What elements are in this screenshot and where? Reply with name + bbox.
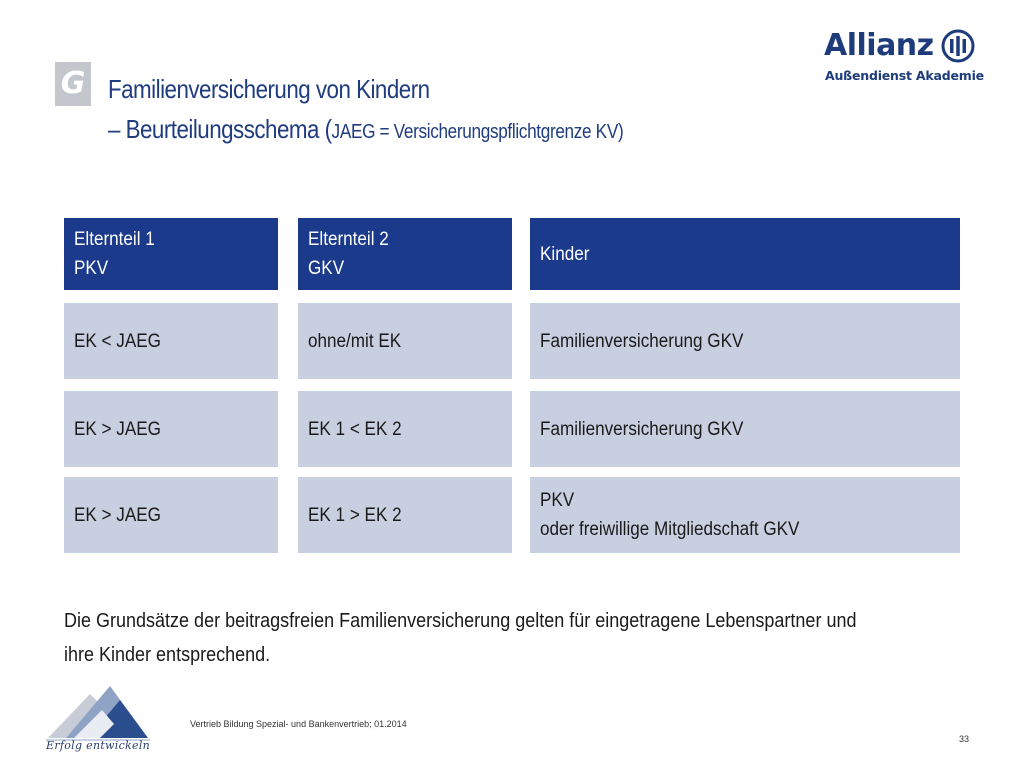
row3-elternteil-1	[64, 477, 278, 553]
page-title-line2-main: – Beurteilungsschema (	[108, 114, 332, 144]
header-elternteil-2	[298, 218, 512, 290]
row2-elternteil-2	[298, 391, 512, 467]
row1-c2-text: ohne/mit EK	[308, 330, 402, 352]
row2-kinder	[530, 391, 960, 467]
header-kinder-label: Kinder	[540, 243, 590, 265]
section-letter-badge: G	[55, 62, 91, 106]
header-kinder	[530, 218, 960, 290]
page-title-line2-paren: JAEG = Versicherungspflichtgrenze KV)	[331, 121, 624, 143]
logo-subtitle: Außendienst Akademie	[825, 68, 984, 83]
row3-elternteil-2	[298, 477, 512, 553]
row2-c1-text: EK > JAEG	[74, 418, 161, 440]
header-elternteil-2-line2: GKV	[308, 258, 345, 279]
page-title-line2	[108, 114, 623, 145]
note-line2: ihre Kinder entsprechend.	[64, 644, 271, 666]
header-elternteil-1	[64, 218, 278, 290]
note-paragraph	[64, 604, 928, 672]
allianz-eagle-icon	[941, 29, 975, 63]
row2-elternteil-1	[64, 391, 278, 467]
row1-kinder	[530, 303, 960, 379]
page-title-line1: Familienversicherung von Kindern	[108, 74, 430, 104]
row1-c3-text: Familienversicherung GKV	[540, 330, 744, 352]
row1-elternteil-1	[64, 303, 278, 379]
row3-c2-text: EK 1 > EK 2	[308, 504, 402, 526]
header-elternteil-1-line1: Elternteil 1	[74, 229, 155, 250]
allianz-logo	[824, 26, 984, 90]
page-number: 33	[959, 734, 970, 744]
row1-elternteil-2	[298, 303, 512, 379]
footer-slogan: Erfolg entwickeln	[46, 739, 151, 752]
logo-brand-text: Allianz	[824, 28, 934, 63]
header-elternteil-1-line2: PKV	[74, 258, 109, 279]
footer-text: Vertrieb Bildung Spezial- und Bankenvertrieb; 01.2014	[190, 719, 407, 729]
row2-c3-text: Familienversicherung GKV	[540, 418, 744, 440]
row3-kinder	[530, 477, 960, 553]
header-elternteil-2-line1: Elternteil 2	[308, 229, 389, 250]
row3-c3-line1: PKV	[540, 490, 575, 511]
row2-c2-text: EK 1 < EK 2	[308, 418, 402, 440]
note-line1: Die Grundsätze der beitragsfreien Familienversicherung gelten für eingetragene Lebenspartner und	[64, 610, 857, 632]
row1-c1-text: EK < JAEG	[74, 330, 161, 352]
row3-c1-text: EK > JAEG	[74, 504, 161, 526]
row3-c3-line2: oder freiwillige Mitgliedschaft GKV	[540, 519, 800, 540]
